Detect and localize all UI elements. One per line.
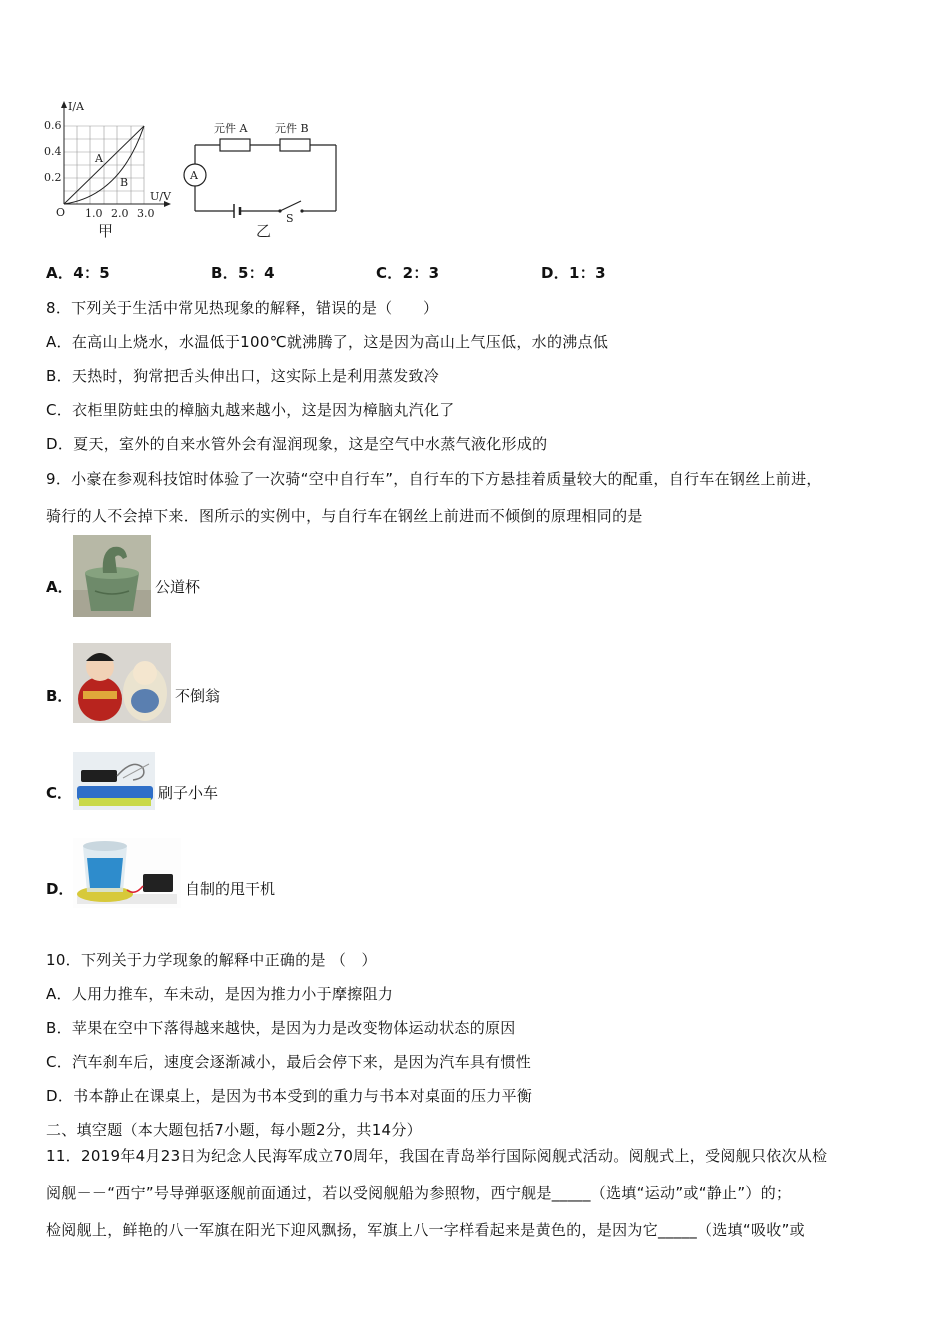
q9-option-a-label[interactable]: A．: [46, 578, 73, 596]
q9-stem-line1: 9．小豪在参观科技馆时体验了一次骑“空中自行车”，自行车的下方悬挂着质量较大的配重，自行车在钢丝上前进，: [46, 470, 822, 488]
element-b-label: 元件 B: [275, 122, 309, 135]
q7-choice-d[interactable]: D．1：3: [541, 264, 606, 282]
switch-label: S: [286, 212, 294, 225]
brush-car-image: [73, 752, 155, 810]
q10-stem: 10．下列关于力学现象的解释中正确的是 （ ）: [46, 951, 377, 969]
ammeter-label: A: [190, 169, 198, 182]
q8-option-b[interactable]: B．天热时，狗常把舌头伸出口，这实际上是利用蒸发致冷: [46, 367, 440, 385]
x-tick: 2.0: [111, 207, 129, 220]
q11-line3: 检阅舰上，鲜艳的八一军旗在阳光下迎风飘扬，军旗上八一字样看起来是黄色的，是因为它_____（选填“吸收”或: [46, 1221, 805, 1239]
q9-option-a-caption: 公道杯: [155, 578, 201, 596]
y-tick: 0.4: [44, 145, 62, 158]
q9-option-c-label[interactable]: C．: [46, 784, 73, 802]
tumbler-toy-image: [73, 643, 171, 723]
q11-line2: 阅舰－－“西宁”号导弹驱逐舰前面通过，若以受阅舰船为参照物，西宁舰是_____（选填“运动”或“静止”）的；: [46, 1184, 792, 1202]
iu-graph-figure: [40, 96, 175, 241]
q7-choices: [46, 262, 606, 283]
q8-option-c[interactable]: C．衣柜里防蛀虫的樟脑丸越来越小，这是因为樟脑丸汽化了: [46, 401, 455, 419]
q8-option-d[interactable]: D．夏天，室外的自来水管外会有湿润现象，这是空气中水蒸气液化形成的: [46, 435, 548, 453]
q9-option-b-caption: 不倒翁: [175, 687, 221, 705]
q10-option-b[interactable]: B．苹果在空中下落得越来越快，是因为力是改变物体运动状态的原因: [46, 1019, 516, 1037]
graph-caption: 甲: [98, 222, 114, 240]
curve-b-label: B: [120, 176, 129, 189]
element-a-label: 元件 A: [214, 122, 248, 135]
q8-option-a[interactable]: A．在高山上烧水，水温低于100℃就沸腾了，这是因为高山上气压低，水的沸点低: [46, 333, 609, 351]
y-axis-label: I/A: [68, 100, 84, 113]
section-heading: 二、填空题（本大题包括7小题，每小题2分，共14分）: [46, 1121, 422, 1139]
q9-stem-line2: 骑行的人不会掉下来．图所示的实例中，与自行车在钢丝上前进而不倾倒的原理相同的是: [46, 507, 643, 525]
y-tick: 0.2: [44, 171, 62, 184]
q10-option-c[interactable]: C．汽车刹车后，速度会逐渐减小，最后会停下来，是因为汽车具有惯性: [46, 1053, 532, 1071]
q11-line1: 11．2019年4月23日为纪念人民海军成立70周年，我国在青岛举行国际阅舰式活动。阅舰式上，受阅舰只依次从检: [46, 1147, 828, 1165]
circuit-figure: [180, 118, 345, 243]
gongdao-cup-image: [73, 535, 151, 617]
spin-dryer-image: [73, 838, 181, 908]
q10-option-a[interactable]: A．人用力推车，车未动，是因为推力小于摩擦阻力: [46, 985, 394, 1003]
q7-choice-c[interactable]: C．2：3: [376, 264, 440, 282]
q9-option-c-caption: 刷子小车: [158, 784, 219, 802]
curve-a-label: A: [95, 152, 103, 165]
q9-option-b-label[interactable]: B．: [46, 687, 73, 705]
x-tick: 3.0: [137, 207, 155, 220]
q9-option-d-label[interactable]: D．: [46, 880, 74, 898]
q8-stem: 8．下列关于生活中常见热现象的解释，错误的是（ ）: [46, 299, 439, 317]
x-axis-label: U/V: [150, 190, 171, 203]
q7-choice-a[interactable]: A．4：5: [46, 264, 110, 282]
q7-choice-b[interactable]: B．5：4: [211, 264, 275, 282]
x-tick: 1.0: [85, 207, 103, 220]
origin-label: O: [56, 206, 66, 219]
q10-option-d[interactable]: D．书本静止在课桌上，是因为书本受到的重力与书本对桌面的压力平衡: [46, 1087, 533, 1105]
q9-option-d-caption: 自制的甩干机: [185, 880, 276, 898]
circuit-caption: 乙: [256, 222, 272, 240]
y-tick: 0.6: [44, 119, 62, 132]
